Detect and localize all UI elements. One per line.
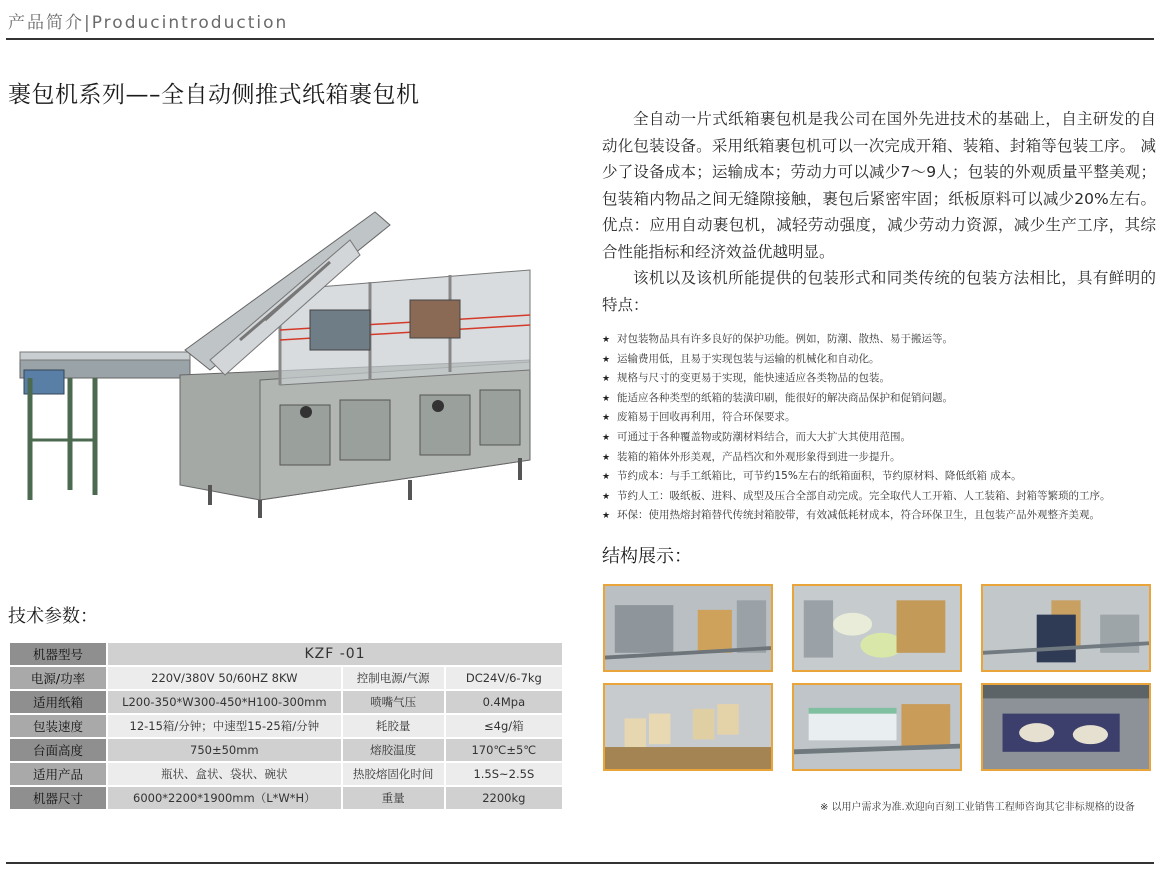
param-label-2: 热胶熔固化时间 bbox=[343, 763, 444, 785]
structure-photo-1 bbox=[603, 584, 773, 672]
param-label-2: 熔胶温度 bbox=[343, 739, 444, 761]
list-item bbox=[602, 428, 1160, 448]
table-row bbox=[10, 691, 562, 713]
structure-photo-6 bbox=[981, 683, 1151, 771]
param-label: 包装速度 bbox=[10, 715, 106, 737]
structure-photo-2 bbox=[792, 584, 962, 672]
param-value: 6000*2200*1900mm（L*W*H） bbox=[108, 787, 341, 809]
bottom-divider bbox=[6, 862, 1154, 864]
page-title: 裹包机系列—–全自动侧推式纸箱裹包机 bbox=[8, 82, 420, 108]
list-item bbox=[602, 369, 1160, 389]
param-label-2: 重量 bbox=[343, 787, 444, 809]
intro-text bbox=[602, 106, 1156, 318]
table-row bbox=[10, 667, 562, 689]
star-icon: ★ bbox=[602, 413, 611, 424]
feature-text: 能适应各种类型的纸箱的装潢印刷，能很好的解决商品保护和促销问题。 bbox=[617, 391, 953, 404]
param-value-2: 2200kg bbox=[446, 787, 562, 809]
feature-text: 节约成本：与手工纸箱比，可节约15%左右的纸箱面积，节约原材料、降低纸箱 成本。 bbox=[617, 470, 1022, 483]
param-value: L200-350*W300-450*H100-300mm bbox=[108, 691, 341, 713]
table-row bbox=[10, 739, 562, 761]
star-icon: ★ bbox=[602, 491, 611, 502]
param-value-2: 1.5S~2.5S bbox=[446, 763, 562, 785]
table-row bbox=[10, 787, 562, 809]
param-label: 电源/功率 bbox=[10, 667, 106, 689]
list-item bbox=[602, 448, 1160, 468]
star-icon: ★ bbox=[602, 374, 611, 385]
param-label-2: 耗胶量 bbox=[343, 715, 444, 737]
param-value: 12-15箱/分钟；中速型15-25箱/分钟 bbox=[108, 715, 341, 737]
param-label-2: 喷嘴气压 bbox=[343, 691, 444, 713]
feature-text: 环保：使用热熔封箱替代传统封箱胶带，有效减低耗材成本，符合环保卫生，且包装产品外观整齐美观。 bbox=[617, 509, 1100, 522]
top-divider bbox=[6, 38, 1154, 40]
star-icon: ★ bbox=[602, 335, 611, 345]
star-icon: ★ bbox=[602, 432, 611, 443]
param-value-2: 170℃±5℃ bbox=[446, 739, 562, 761]
structure-title: 结构展示： bbox=[602, 546, 692, 567]
list-item bbox=[602, 350, 1160, 370]
feature-text: 规格与尺寸的变更易于实现，能快速适应各类物品的包装。 bbox=[617, 372, 890, 385]
list-item bbox=[602, 467, 1160, 487]
param-label: 适用纸箱 bbox=[10, 691, 106, 713]
table-row bbox=[10, 715, 562, 737]
section-header: 产品简介|Producintroduction bbox=[8, 13, 289, 33]
param-value-2: DC24V/6-7kg bbox=[446, 667, 562, 689]
param-value-2: 0.4Mpa bbox=[446, 691, 562, 713]
param-value: 220V/380V 50/60HZ 8KW bbox=[108, 667, 341, 689]
list-item bbox=[602, 487, 1160, 507]
star-icon: ★ bbox=[602, 393, 611, 404]
structure-photo-4 bbox=[603, 683, 773, 771]
star-icon: ★ bbox=[602, 354, 611, 365]
params-table bbox=[8, 641, 564, 811]
list-item bbox=[602, 408, 1160, 428]
intro-paragraph-2: 该机以及该机所能提供的包装形式和同类传统的包装方法相比，具有鲜明的特点： bbox=[602, 269, 1156, 314]
param-value: 瓶状、盒状、袋状、碗状 bbox=[108, 763, 341, 785]
intro-paragraph-1: 全自动一片式纸箱裹包机是我公司在国外先进技术的基础上，自主研发的自动化包装设备。采用纸箱裹包机可以一次完成开箱、装箱、封箱等包装工序。 减少了设备成本；运输成本；劳动力可以减少7～9人；包装的外观质量平整美观；包装箱内物品之间无缝隙接触，裹包后紧密牢固；纸板原料可以减少20%左右。优点：应用自动裹包机，减轻劳动强度，减少劳动力资源，减少生产工序，其综合性能指标和经济效益优越明显。 bbox=[602, 110, 1156, 261]
feature-text: 废箱易于回收再利用，符合环保要求。 bbox=[617, 411, 796, 424]
footnote: ※ 以用户需求为准.欢迎向百刻工业销售工程师咨询其它非标规格的设备 bbox=[820, 802, 1135, 813]
structure-photo-5 bbox=[792, 683, 962, 771]
list-item bbox=[602, 330, 1160, 350]
star-icon: ★ bbox=[602, 472, 611, 483]
param-label: 台面高度 bbox=[10, 739, 106, 761]
feature-text: 装箱的箱体外形美观，产品档次和外观形象得到进一步提升。 bbox=[617, 450, 901, 463]
feature-text: 对包装物品具有许多良好的保护功能。例如，防潮、散热、易于搬运等。 bbox=[617, 333, 953, 345]
list-item bbox=[602, 506, 1160, 526]
param-label: 适用产品 bbox=[10, 763, 106, 785]
star-icon: ★ bbox=[602, 511, 611, 522]
feature-list bbox=[602, 330, 1160, 526]
param-label: 机器型号 bbox=[10, 643, 106, 665]
structure-photo-3 bbox=[981, 584, 1151, 672]
param-value-2: ≤4g/箱 bbox=[446, 715, 562, 737]
table-row bbox=[10, 763, 562, 785]
list-item bbox=[602, 389, 1160, 409]
feature-text: 可通过于各种覆盖物或防潮材料结合，而大大扩大其使用范围。 bbox=[617, 430, 911, 443]
table-row bbox=[10, 643, 562, 665]
param-value: KZF -01 bbox=[108, 643, 562, 665]
star-icon: ★ bbox=[602, 452, 611, 463]
machine-image bbox=[10, 200, 550, 530]
feature-text: 节约人工：吸纸板、进料、成型及压合全部自动完成。完全取代人工开箱、人工装箱、封箱等繁琐的工序。 bbox=[617, 489, 1111, 502]
param-value: 750±50mm bbox=[108, 739, 341, 761]
param-label-2: 控制电源/气源 bbox=[343, 667, 444, 689]
param-label: 机器尺寸 bbox=[10, 787, 106, 809]
feature-text: 运输费用低，且易于实现包装与运输的机械化和自动化。 bbox=[617, 352, 880, 365]
params-title: 技术参数： bbox=[8, 606, 98, 627]
